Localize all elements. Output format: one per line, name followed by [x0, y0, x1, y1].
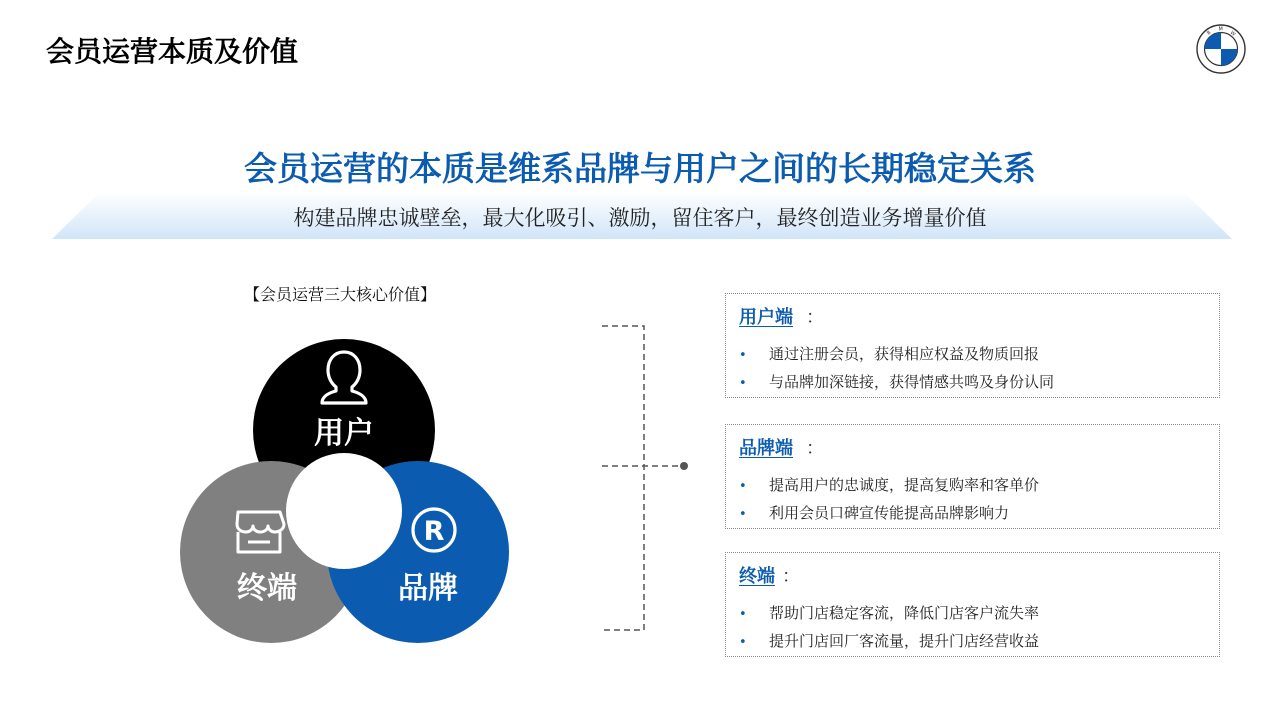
label-terminal: 终端 [237, 571, 297, 606]
label-user: 用户 [314, 416, 374, 451]
venn-diagram [170, 330, 530, 660]
card-title: 终端 [739, 566, 775, 587]
bullet-dot-icon: • [739, 635, 747, 650]
card-terminal [725, 552, 1220, 657]
list-item [739, 602, 1039, 623]
diagram-caption: 【会员运营三大核心价值】 [244, 285, 437, 304]
list-item [739, 474, 1039, 495]
list-item [739, 630, 1039, 651]
page-title: 会员运营本质及价值 [46, 35, 299, 68]
bullet-dot-icon: • [739, 507, 747, 522]
card-colon: ： [806, 307, 824, 328]
bullet-text: 通过注册会员，获得相应权益及物质回报 [769, 345, 1040, 363]
headline: 会员运营的本质是维系品牌与用户之间的长期稳定关系 [244, 149, 1036, 188]
subline: 构建品牌忠诚壁垒，最大化吸引、激励，留住客户，最终创造业务增量价值 [293, 206, 987, 230]
bullet-dot-icon: • [739, 376, 747, 391]
logo-letter-m: M [1218, 26, 1223, 33]
bracket-connector [596, 318, 706, 648]
logo-letter-w: W [1228, 29, 1237, 38]
bullet-text: 与品牌加深链接，获得情感共鸣及身份认同 [769, 373, 1055, 391]
card-user-side [725, 293, 1220, 398]
card-title: 用户端 [739, 307, 793, 328]
label-brand: 品牌 [398, 571, 458, 606]
svg-text:R: R [423, 516, 445, 547]
bullet-text: 提升门店回厂客流量，提升门店经营收益 [769, 632, 1040, 650]
list-item [739, 371, 1054, 392]
logo-letter-b: B [1205, 29, 1213, 37]
card-brand-side [725, 424, 1220, 529]
bullet-text: 提高用户的忠诚度，提高复购率和客单价 [769, 476, 1040, 494]
bullet-dot-icon: • [739, 479, 747, 494]
list-item [739, 343, 1039, 364]
bullet-dot-icon: • [739, 607, 747, 622]
card-colon: ： [806, 438, 824, 459]
bullet-dot-icon: • [739, 348, 747, 363]
bmw-logo-icon [1196, 24, 1246, 74]
list-item [739, 502, 1009, 523]
bullet-text: 利用会员口碑宣传能提高品牌影响力 [769, 504, 1010, 522]
card-colon: ： [782, 566, 800, 587]
card-title: 品牌端 [739, 438, 793, 459]
bullet-text: 帮助门店稳定客流，降低门店客户流失率 [769, 604, 1040, 622]
